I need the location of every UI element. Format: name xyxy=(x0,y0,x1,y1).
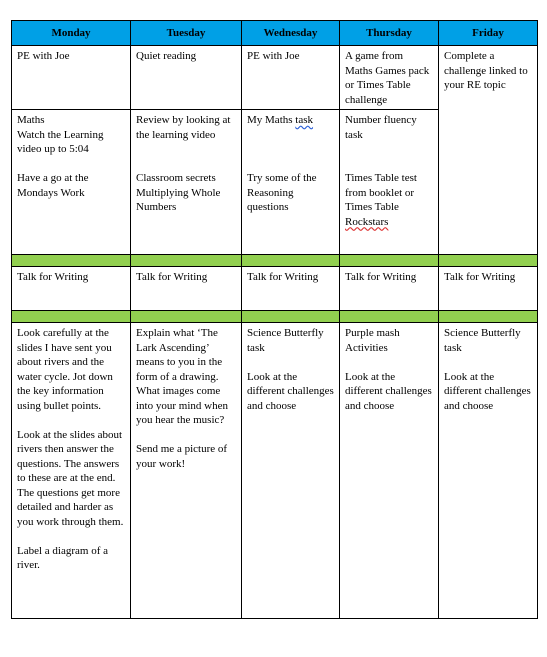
wednesday-mymaths-text: My Maths task xyxy=(247,114,314,126)
monday-maths-work: Have a go at the Mondays Work xyxy=(17,172,89,199)
cell-tuesday-maths xyxy=(131,110,242,255)
cell-monday-pe: PE with Joe xyxy=(12,46,131,110)
wednesday-challenges: Look at the different challenges and choose xyxy=(247,370,334,412)
header-friday: Friday xyxy=(439,21,538,46)
cell-friday-science xyxy=(439,323,538,619)
cell-wednesday-pe: PE with Joe xyxy=(242,46,340,110)
friday-challenges: Look at the different challenges and choose xyxy=(444,370,531,412)
cell-monday-geography xyxy=(12,323,131,619)
thursday-times-table-text: Times Table test from booklet or Times Table Rockstars xyxy=(345,172,417,228)
cell-monday-maths xyxy=(12,110,131,255)
tuesday-send-picture: Send me a picture of your work! xyxy=(136,443,228,470)
header-row xyxy=(12,21,538,46)
cell-friday-re-challenge: Complete a challenge linked to your RE topic xyxy=(439,46,538,255)
table-row xyxy=(12,46,538,110)
cell-thursday-maths xyxy=(340,110,439,255)
green-divider-row xyxy=(12,255,538,267)
cell-wednesday-talk-for-writing: Talk for Writing xyxy=(242,267,340,311)
cell-tuesday-talk-for-writing: Talk for Writing xyxy=(131,267,242,311)
cell-wednesday-science xyxy=(242,323,340,619)
wednesday-reasoning-text: Try some of the Reasoning questions xyxy=(247,172,317,213)
green-divider-row xyxy=(12,311,538,323)
cell-tuesday-reading: Quiet reading xyxy=(131,46,242,110)
monday-rivers-slides: Look carefully at the slides I have sent you about rivers and the water cycle. Jot down the key information using bullet points. xyxy=(17,327,113,412)
friday-butterfly-task: Science Butterfly task xyxy=(444,327,521,354)
table-row xyxy=(12,323,538,619)
cell-thursday-game: A game from Maths Games pack or Times Table challenge xyxy=(340,46,439,110)
wednesday-butterfly-task: Science Butterfly task xyxy=(247,327,324,354)
monday-river-diagram: Label a diagram of a river. xyxy=(17,544,109,571)
header-thursday: Thursday xyxy=(340,21,439,46)
cell-monday-talk-for-writing: Talk for Writing xyxy=(12,267,131,311)
cell-thursday-talk-for-writing: Talk for Writing xyxy=(340,267,439,311)
table-row xyxy=(12,267,538,311)
cell-tuesday-music xyxy=(131,323,242,619)
thursday-fluency-text: Number fluency task xyxy=(345,114,417,141)
monday-maths-text: Maths Watch the Learning video up to 5:04 xyxy=(17,114,104,155)
tuesday-classroom-secrets: Classroom secrets Multiplying Whole Numbers xyxy=(136,172,221,213)
header-monday: Monday xyxy=(12,21,131,46)
header-wednesday: Wednesday xyxy=(242,21,340,46)
cell-wednesday-maths xyxy=(242,110,340,255)
cell-friday-talk-for-writing: Talk for Writing xyxy=(439,267,538,311)
monday-rivers-questions: Look at the slides about rivers then answer the questions. The answers to these are at the end. The questions get more detailed and harder as you work through them. xyxy=(17,428,124,528)
thursday-purple-mash: Purple mash Activities xyxy=(345,327,400,354)
tuesday-lark-ascending: Explain what ‘The Lark Ascending’ means to you in the form of a drawing. What images come into your mind when you hear the music? xyxy=(136,327,228,426)
weekly-timetable xyxy=(11,20,538,619)
tuesday-review-text: Review by looking at the learning video xyxy=(136,114,231,141)
thursday-challenges: Look at the different challenges and choose xyxy=(345,370,432,412)
header-tuesday: Tuesday xyxy=(131,21,242,46)
cell-thursday-computing xyxy=(340,323,439,619)
